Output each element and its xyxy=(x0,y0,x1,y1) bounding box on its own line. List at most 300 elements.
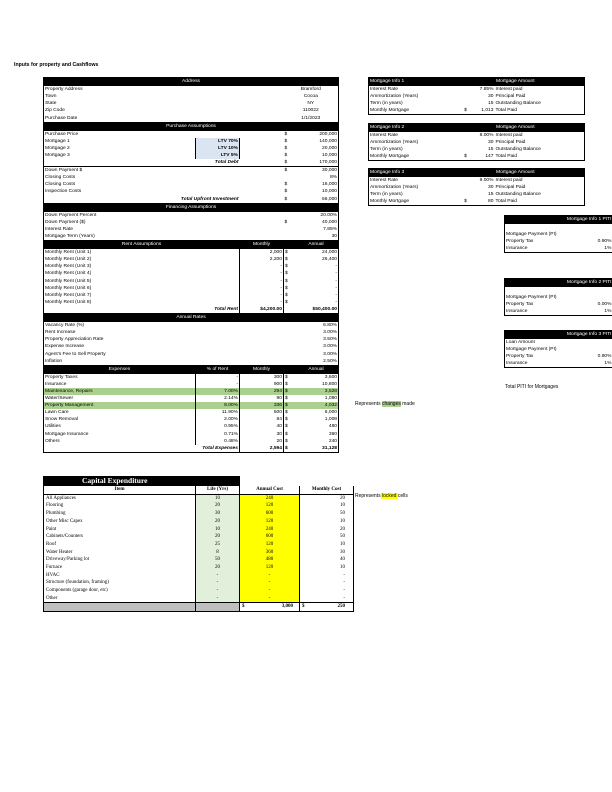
currency: $ xyxy=(284,196,294,204)
capex-monthly: 50 xyxy=(300,510,354,518)
mortgage-amount-header: Mortgage Amount xyxy=(495,169,585,177)
currency xyxy=(457,139,475,146)
row-desc: Total Paid xyxy=(495,153,585,161)
blank-cell xyxy=(240,336,284,343)
monthly-value: 2,000 xyxy=(240,249,284,257)
blank-cell xyxy=(339,270,354,277)
mortgage-row xyxy=(369,191,585,198)
row-value: 15 xyxy=(488,101,494,107)
ltv-label: LTV 5% xyxy=(196,152,240,159)
pct-value: - xyxy=(196,381,240,388)
capex-title-row xyxy=(44,476,354,486)
total-rent-monthly: $4,200.00 xyxy=(240,306,284,314)
blank-cell xyxy=(339,292,354,299)
blank-cell xyxy=(284,336,294,343)
blank-cell xyxy=(439,86,457,94)
currency: $ xyxy=(284,445,294,453)
monthly-value: 30 xyxy=(240,431,284,438)
blank-cell xyxy=(339,167,354,175)
currency: $ xyxy=(284,131,288,137)
blank-cell xyxy=(439,153,457,161)
monthly-value: 336 xyxy=(240,402,284,409)
row-value: 3.00% xyxy=(294,350,339,357)
row-label: Monthly Mortgage xyxy=(369,198,439,206)
capex-item: Roof xyxy=(44,541,196,549)
blank-cell xyxy=(339,336,354,343)
row-value: 15 xyxy=(488,192,494,198)
mortgage-header-label: Mortgage Info 2 xyxy=(369,124,439,132)
purchase-row xyxy=(44,188,354,195)
rent-row xyxy=(44,256,354,263)
row-label: Ammortization (Years) xyxy=(369,184,439,191)
blank-cell xyxy=(439,191,457,198)
capex-life: 20 xyxy=(196,564,240,572)
total-rent-annual: $50,400.00 xyxy=(294,306,339,314)
blank-cell xyxy=(339,409,354,416)
annual-value: - xyxy=(294,299,339,306)
annual-value: 1,008 xyxy=(294,416,339,423)
row-value xyxy=(583,294,612,301)
currency: $ xyxy=(285,417,288,423)
capex-monthly: - xyxy=(300,579,354,587)
row-label: Lawn Care xyxy=(44,409,196,416)
capex-life: 20 xyxy=(196,502,240,510)
expense-row xyxy=(44,409,354,416)
capex-life: - xyxy=(196,572,240,580)
blank-cell xyxy=(505,224,583,232)
row-value: 7.85% xyxy=(479,87,494,93)
locked-note-text: Represents xyxy=(355,493,381,499)
row-value: 10,000 xyxy=(294,188,339,195)
capex-row xyxy=(44,510,354,518)
blank-cell xyxy=(339,241,354,249)
row-value: 30 xyxy=(488,185,494,191)
monthly-value: - xyxy=(240,292,284,299)
currency: $ xyxy=(285,431,288,437)
rent-row xyxy=(44,263,354,270)
capex-monthly: 20 xyxy=(300,525,354,533)
pct-value: 11.90% xyxy=(196,409,240,416)
address-row xyxy=(44,107,354,114)
blank-cell xyxy=(339,233,354,241)
capex-row xyxy=(44,595,354,603)
financing-row xyxy=(44,233,354,241)
row-label: Monthly Rent (Unit 8) xyxy=(44,299,196,306)
capex-monthly: 10 xyxy=(300,502,354,510)
total-expenses-monthly: 2,594 xyxy=(240,445,284,453)
row-label: Expense Increase xyxy=(44,343,196,350)
capex-item: Other Misc Capex xyxy=(44,518,196,526)
piti-row xyxy=(505,238,612,245)
piti-header-label: Mortgage Info 2 PITI xyxy=(505,279,612,287)
currency xyxy=(457,177,475,185)
mortgage-amount-header: Mortgage Amount xyxy=(495,124,585,132)
capex-annual: 120 xyxy=(240,541,300,549)
capex-monthly: 40 xyxy=(300,556,354,564)
row-label: Mortgage Payment (PI) xyxy=(505,294,583,301)
blank-cell xyxy=(196,181,240,188)
expenses-header xyxy=(44,365,354,373)
row-label: Interest Rate xyxy=(369,86,439,94)
blank-cell xyxy=(196,107,240,114)
piti-row xyxy=(505,245,612,253)
col-life: Life (Yrs) xyxy=(196,486,240,494)
row-label: Inflation xyxy=(44,358,196,366)
piti-header-label: Mortgage Info 3 PITI xyxy=(505,331,612,339)
blank-cell xyxy=(339,438,354,445)
annual-value: 24,000 xyxy=(294,249,339,257)
blank-cell xyxy=(339,343,354,350)
row-value: 30,000 xyxy=(294,167,339,175)
monthly-value: - xyxy=(240,263,284,270)
row-desc: Interest paid xyxy=(495,86,585,94)
mortgage-header xyxy=(369,124,585,132)
row-label: Water/Sewer xyxy=(44,395,196,402)
rent-row xyxy=(44,270,354,277)
blank-cell xyxy=(439,124,495,132)
row-label: Term (in years) xyxy=(369,146,439,153)
monthly-value: 300 xyxy=(240,373,284,381)
row-value: 3.00% xyxy=(294,343,339,350)
mortgage-row xyxy=(369,100,585,107)
currency xyxy=(457,184,475,191)
annual-value: - xyxy=(294,278,339,285)
blank-cell xyxy=(339,249,354,257)
blank-cell xyxy=(240,138,284,145)
capex-monthly: 10 xyxy=(300,518,354,526)
capex-row xyxy=(44,502,354,510)
blank-cell xyxy=(284,241,294,249)
expenses-header-label: Expenses xyxy=(44,365,196,373)
section-header xyxy=(44,203,354,211)
blank-cell xyxy=(339,203,354,211)
row-value: 20.00% xyxy=(294,211,339,219)
expense-row xyxy=(44,423,354,430)
monthly-value: 900 xyxy=(240,381,284,388)
blank-cell xyxy=(196,114,240,122)
currency: $ xyxy=(284,189,288,195)
row-value: Bramford xyxy=(284,86,339,94)
row-label: Down Payment Percent xyxy=(44,211,196,219)
blank-cell xyxy=(339,263,354,270)
row-label: Term (in years) xyxy=(369,191,439,198)
capex-row xyxy=(44,556,354,564)
mortgage-row xyxy=(369,93,585,100)
capex-total-monthly xyxy=(300,603,354,612)
annual-value: 3,528 xyxy=(294,388,339,395)
mortgage-info-table xyxy=(368,168,585,206)
monthly-value: 90 xyxy=(240,395,284,402)
row-label: Property Address xyxy=(44,86,196,94)
ltv-label xyxy=(196,130,240,138)
blank-cell xyxy=(240,233,284,241)
capex-life: 30 xyxy=(196,510,240,518)
row-value: 30 xyxy=(488,140,494,146)
pct-value: 2.00% xyxy=(196,416,240,423)
currency: $ xyxy=(457,107,475,115)
blank-cell xyxy=(196,233,240,241)
locked-note xyxy=(355,493,408,499)
row-label: Monthly Rent (Unit 3) xyxy=(44,263,196,270)
blank-cell xyxy=(240,322,284,330)
capex-annual: 600 xyxy=(240,533,300,541)
purchase-row xyxy=(44,152,354,159)
row-value: NY xyxy=(284,100,339,107)
row-desc: Outstanding Balance xyxy=(495,191,585,198)
rate-row xyxy=(44,343,354,350)
blank-cell xyxy=(339,381,354,388)
blank-cell xyxy=(196,299,240,306)
piti-row xyxy=(505,360,612,368)
purchase-header: Purchase Assumptions xyxy=(44,122,339,130)
currency: $ xyxy=(285,381,288,387)
total-debt-row xyxy=(44,159,354,167)
blank-cell xyxy=(439,177,457,185)
rent-row xyxy=(44,285,354,292)
blank-cell xyxy=(439,169,495,177)
row-value: 1% xyxy=(583,308,612,316)
row-value: 3.00% xyxy=(294,329,339,336)
blank-cell xyxy=(339,314,354,322)
total-piti-label: Total PITI for Mortgages xyxy=(505,384,559,390)
changes-note-text: Represents xyxy=(355,401,382,407)
currency: $ xyxy=(285,299,288,305)
row-label: Monthly Mortgage xyxy=(369,153,439,161)
row-value xyxy=(583,346,612,353)
blank-cell xyxy=(439,78,495,86)
row-value: 1,013 xyxy=(475,107,495,115)
blank-cell xyxy=(196,219,240,226)
piti-table xyxy=(504,330,612,368)
mortgage-row xyxy=(369,86,585,94)
col-annual: Annual xyxy=(294,365,339,373)
blank-cell xyxy=(284,350,294,357)
col-monthly: Monthly xyxy=(240,365,284,373)
blank-cell xyxy=(339,278,354,285)
rate-row xyxy=(44,358,354,366)
row-label: Interest Rate xyxy=(369,177,439,185)
blank-cell xyxy=(339,86,354,94)
mortgage-row xyxy=(369,184,585,191)
blank-cell xyxy=(339,145,354,152)
currency: $ xyxy=(285,285,288,291)
mortgage-row xyxy=(369,153,585,161)
annual-value: - xyxy=(294,263,339,270)
annual-value: - xyxy=(294,292,339,299)
blank-cell xyxy=(339,285,354,292)
row-value: 80 xyxy=(475,198,495,206)
capex-item: HVAC xyxy=(44,572,196,580)
annual-value: 3,600 xyxy=(294,373,339,381)
inputs-table xyxy=(43,77,354,453)
blank-cell xyxy=(339,350,354,357)
row-label: Purchase Price xyxy=(44,130,196,138)
row-desc: Outstanding Balance xyxy=(495,146,585,153)
blank-cell xyxy=(339,211,354,219)
row-label: Monthly Rent (Unit 6) xyxy=(44,285,196,292)
expense-row xyxy=(44,373,354,381)
row-value: 16,000 xyxy=(294,181,339,188)
currency xyxy=(457,86,475,94)
blank-cell xyxy=(240,211,284,219)
currency: $ xyxy=(285,292,288,298)
blank-cell xyxy=(339,107,354,114)
blank-cell xyxy=(240,358,284,366)
capex-annual: - xyxy=(240,587,300,595)
currency: $ xyxy=(285,424,288,430)
monthly-value: 84 xyxy=(240,416,284,423)
address-header: Address xyxy=(44,78,339,86)
blank-cell xyxy=(583,287,612,295)
blank-cell xyxy=(196,278,240,285)
blank-cell xyxy=(240,159,284,167)
piti-header xyxy=(505,216,612,224)
rate-row xyxy=(44,322,354,330)
capex-item: Water Heater xyxy=(44,549,196,557)
row-label: Monthly Rent (Unit 1) xyxy=(44,249,196,257)
capex-life: 20 xyxy=(196,518,240,526)
currency: $ xyxy=(285,271,288,277)
blank-cell xyxy=(196,93,240,100)
blank-cell xyxy=(439,184,457,191)
row-label: Monthly Rent (Unit 2) xyxy=(44,256,196,263)
blank-cell xyxy=(240,130,284,138)
rent-total-row xyxy=(44,306,354,314)
blank-cell xyxy=(196,100,240,107)
row-label: Down Payment ($) xyxy=(44,219,196,226)
row-label: Mortgage 3 xyxy=(44,152,196,159)
row-label: Mortgage Term (Years) xyxy=(44,233,196,241)
expense-row xyxy=(44,402,354,409)
blank-cell xyxy=(196,86,240,94)
capex-annual: 240 xyxy=(240,494,300,502)
capex-item: Components (garage door, etc) xyxy=(44,587,196,595)
blank-cell xyxy=(240,174,284,181)
blank-cell xyxy=(339,152,354,159)
row-label: Property Tax xyxy=(505,238,583,245)
blank-cell xyxy=(339,445,354,453)
col-annual: Annual xyxy=(294,241,339,249)
mortgage-row xyxy=(369,139,585,146)
row-label: Town xyxy=(44,93,196,100)
capex-annual: 240 xyxy=(240,525,300,533)
purchase-row xyxy=(44,167,354,175)
changes-note-highlight: changes xyxy=(381,401,401,407)
capex-annual: - xyxy=(240,572,300,580)
currency: $ xyxy=(285,264,288,270)
row-label: Rent Increase xyxy=(44,329,196,336)
address-row xyxy=(44,93,354,100)
capex-life: 10 xyxy=(196,525,240,533)
currency xyxy=(457,191,475,198)
row-desc: Outstanding Balance xyxy=(495,100,585,107)
monthly-value: 294 xyxy=(240,388,284,395)
blank-cell xyxy=(240,152,284,159)
capex-item: Other xyxy=(44,595,196,603)
rent-row xyxy=(44,299,354,306)
capex-life: 20 xyxy=(196,533,240,541)
blank-cell xyxy=(284,343,294,350)
row-value: 0.90% xyxy=(597,354,612,360)
currency: $ xyxy=(285,438,288,444)
currency: $ xyxy=(284,219,288,225)
row-value: 110022 xyxy=(284,107,339,114)
blank-cell xyxy=(339,299,354,306)
total-debt-value: 170,000 xyxy=(294,159,339,167)
mortgage-amount-header: Mortgage Amount xyxy=(495,78,585,86)
blank-cell xyxy=(339,395,354,402)
row-label: Ammortization (Years) xyxy=(369,139,439,146)
pct-value: 2.14% xyxy=(196,395,240,402)
currency: $ xyxy=(285,374,288,380)
capex-row xyxy=(44,579,354,587)
annual-value: 480 xyxy=(294,423,339,430)
financing-row xyxy=(44,219,354,226)
blank-cell xyxy=(196,322,240,330)
capex-total-annual xyxy=(240,603,300,612)
blank-cell xyxy=(196,270,240,277)
capex-row xyxy=(44,541,354,549)
changes-note-suffix: made xyxy=(400,401,415,407)
currency xyxy=(457,146,475,153)
annual-value: 240 xyxy=(294,438,339,445)
blank-cell xyxy=(339,100,354,107)
pct-value: 0.95% xyxy=(196,423,240,430)
piti-header-label: Mortgage Info 1 PITI xyxy=(505,216,612,224)
blank-cell xyxy=(284,322,294,330)
currency: $ xyxy=(285,278,288,284)
currency: $ xyxy=(284,168,288,174)
pct-value: 7.00% xyxy=(196,388,240,395)
blank-cell xyxy=(240,329,284,336)
currency: $ xyxy=(285,257,288,263)
row-label: Utilities xyxy=(44,423,196,430)
total-rent-label: Total Rent xyxy=(44,306,240,314)
blank-cell xyxy=(196,211,240,219)
capex-annual: 120 xyxy=(240,502,300,510)
rent-row xyxy=(44,249,354,257)
blank-cell xyxy=(583,224,612,232)
blank-cell xyxy=(240,167,284,175)
expense-row xyxy=(44,431,354,438)
blank-cell xyxy=(196,167,240,175)
page-title: Inputs for property and Cashflows xyxy=(14,62,99,68)
row-value: 30 xyxy=(488,94,494,100)
blank-cell xyxy=(196,188,240,195)
piti-row xyxy=(505,353,612,360)
blank-cell xyxy=(240,196,284,204)
mortgage-row xyxy=(369,177,585,185)
capex-item: Paint xyxy=(44,525,196,533)
purchase-row xyxy=(44,138,354,145)
row-label: Others xyxy=(44,438,196,445)
row-desc: Total Paid xyxy=(495,198,585,206)
capex-row xyxy=(44,587,354,595)
row-label: Insurance xyxy=(505,360,583,368)
capex-col-headers xyxy=(44,486,354,494)
upfront-value: 56,000 xyxy=(294,196,339,204)
capex-life: 50 xyxy=(196,556,240,564)
capex-annual: 120 xyxy=(240,518,300,526)
row-label: Ammortization (Years) xyxy=(369,93,439,100)
capex-life: - xyxy=(196,595,240,603)
rate-row xyxy=(44,336,354,343)
capex-title: Capital Expenditure xyxy=(44,476,240,486)
row-label: Interest Rate xyxy=(44,226,196,233)
blank-cell xyxy=(240,219,284,226)
row-value: 9.00% xyxy=(479,178,494,184)
capex-item: Driveway/Parking lot xyxy=(44,556,196,564)
